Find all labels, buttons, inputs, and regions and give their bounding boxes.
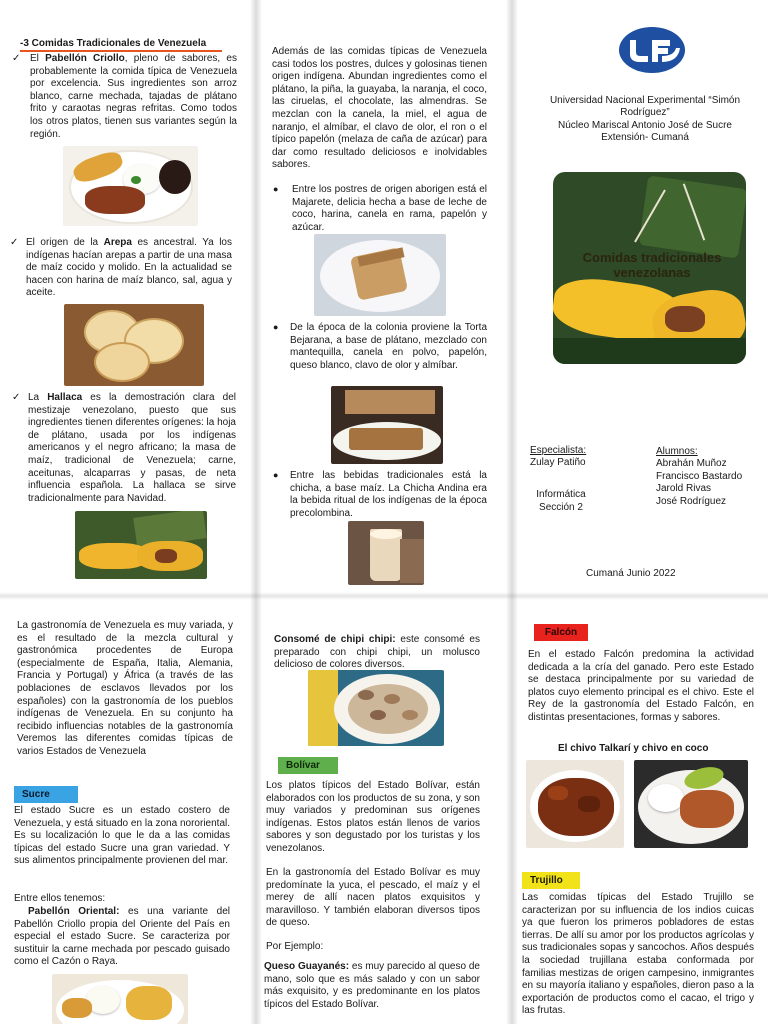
nucleo-name: Núcleo Mariscal Antonio José de Sucre	[558, 119, 732, 131]
arepa-title: Arepa	[103, 237, 132, 248]
heading-underline	[20, 50, 222, 52]
bullet-icon: ●	[273, 322, 279, 332]
sucre-tag: Sucre	[14, 786, 78, 803]
bolivar-paragraph-1: Los platos típicos del Estado Bolívar, están elaborados con los productos de su zona, y son muy variados y predominan sus orígenes indígenas. Estos platos están llenos de varios sabores y son degustado por los turistas y los venezolanos.	[266, 780, 480, 854]
especialista-label: Especialista:	[530, 445, 587, 456]
panel-falcon-trujillo	[518, 600, 768, 1024]
entre-label: Entre ellos tenemos:	[14, 893, 106, 904]
page-separator	[0, 592, 768, 600]
fold-shadow	[506, 0, 518, 1024]
section-heading: -3 Comidas Tradicionales de Venezuela	[20, 38, 207, 49]
university-name: Universidad Nacional Experimental “Simón Rodríguez”	[549, 95, 741, 119]
checkmark-icon: ✓	[12, 392, 21, 403]
ejemplo-label: Por Ejemplo:	[266, 941, 324, 952]
cover-title: Comidas tradicionales venezolanas	[582, 250, 722, 280]
hallaca-title: Hallaca	[47, 392, 83, 403]
consome-paragraph: Consomé de chipi chipi: este consomé es preparado con chipi chipi, un molusco delicioso de colores diversos.	[274, 634, 480, 671]
queso-guayanes-paragraph: Queso Guayanés: es muy parecido al queso de mano, solo que es más salado y con un sabor más exquisito, y es predominante en los platos típicos del Estado Bolívar.	[264, 961, 480, 1010]
bullet-icon: ●	[273, 184, 279, 194]
especialista-name: Zulay Patiño	[530, 457, 586, 468]
consome-title: Consomé de chipi chipi:	[274, 634, 396, 645]
fecha: Cumaná Junio 2022	[586, 568, 676, 579]
extension-name: Extensión- Cumaná	[601, 132, 689, 144]
chipi-chipi-photo	[308, 670, 444, 746]
seccion: Sección 2	[539, 502, 583, 513]
panel-postres	[262, 0, 506, 592]
torta-bejarana-photo	[331, 386, 443, 464]
pabellon-photo	[63, 146, 198, 226]
panel-bolivar	[262, 600, 506, 1024]
majarete-photo	[314, 234, 446, 316]
postres-intro: Además de las comidas típicas de Venezuela casi todos los postres, dulces y golosinas tienen origen indígena. Abundan ingredientes como el plátano, la piña, la guayaba, la naranja, el coco, las ciruelas, el chocolate, las almendras. Se mezclan con la canela, la miel, el agua de naranjo, el almíbar, el clavo de olor, el ron o el típico papelón (melaza de caña de azúcar) para dar como resultado deliciosos e inolvidables sabores.	[272, 46, 487, 171]
chicha-paragraph: Entre las bebidas tradicionales está la chicha, a base maíz. La Chicha Andina era la bebida ritual de los indígenas de la época precolombina.	[290, 470, 487, 519]
university-info	[536, 95, 754, 145]
sucre-paragraph: El estado Sucre es un estado costero de Venezuela, y está situado en la zona nororiental. Es su localización lo que le da a las comidas típicas del estado Sucre una gran variedad. Y sus alimentos principalmente provienen del mar.	[14, 805, 230, 867]
pabellon-oriental-title: Pabellón Oriental:	[28, 906, 120, 917]
alumno-item: José Rodríguez	[656, 495, 727, 507]
chicha-photo	[348, 521, 424, 585]
hallaca-paragraph: La Hallaca es la demostración clara del mestizaje venezolano, puesto que sus ingredientes tienen diferentes orígenes: la hoja de plátano, usada por los indígenas americanos y el negro africano; la masa de maíz, tradicional de Venezuela; carne, aceitunas, alcaparras y pasas, de neta influencia española. La hallaca se sirve tradicionalmente para Navidad.	[28, 392, 236, 504]
falcon-paragraph: En el estado Falcón predomina la actividad dedicada a la cría del ganado. Pero este Estado se destaca principalmente por su variedad de platos cuyo elemento principal es el chivo. Este el Rey de la gastronomía del Estado Falcón, en distintas presentaciones, formas y sabores.	[528, 649, 754, 723]
queso-guayanes-title: Queso Guayanés:	[264, 961, 350, 972]
chivo-talkari-photo	[526, 760, 624, 848]
alumnos-label: Alumnos:	[656, 446, 698, 457]
pabellon-title: Pabellón Criollo	[45, 53, 125, 64]
alumnos-list	[656, 458, 742, 508]
pabellon-oriental-paragraph: Pabellón Oriental: es una variante del Pabellón Criollo propia del Oriente del País en especial el estado Sucre. Se caracteriza por sustituir la carne mechada por pescado guisado como el Cazón o Raya.	[14, 906, 230, 968]
chivo-caption: El chivo Talkarí y chivo en coco	[558, 743, 709, 754]
alumno-item: Abrahán Muñoz	[656, 458, 727, 469]
pabellon-oriental-photo	[52, 974, 188, 1024]
university-logo-icon	[618, 26, 686, 74]
hallaca-photo	[75, 511, 207, 579]
alumno-item: Jarold Rivas	[656, 483, 712, 495]
bullet-icon: ●	[273, 470, 279, 480]
panel-portada	[518, 0, 768, 592]
bolivar-tag: Bolívar	[278, 757, 338, 774]
torta-bejarana-paragraph: De la época de la colonia proviene la Torta Bejarana, a base de plátano, mezclado con mantequilla, canela en polvo, papelón, queso blanco, clavo de olor y almíbar.	[290, 322, 487, 371]
panel-gastronomia-sucre	[0, 600, 250, 1024]
checkmark-icon: ✓	[10, 237, 19, 248]
checkmark-icon: ✓	[12, 53, 21, 64]
materia-info	[528, 488, 594, 514]
chivo-en-coco-photo	[634, 760, 748, 848]
materia: Informática	[536, 489, 586, 500]
alumno-item: Francisco Bastardo	[656, 470, 743, 482]
panel-comidas-tradicionales	[0, 0, 250, 592]
pabellon-paragraph: El Pabellón Criollo, pleno de sabores, es probablemente la comida típica de Venezuela por excelencia. Sus ingredientes son arroz blanco, carne mechada, tajadas de plátano frito y caraotas negras refritas. Como todos los otros platos, tienen sus variantes según la región.	[30, 53, 237, 140]
falcon-tag: Falcón	[534, 624, 588, 641]
arepa-paragraph: El origen de la Arepa es ancestral. Ya los indígenas hacían arepas a partir de una masa de maíz cocido y molido. En la actualidad se hacen con harina de maíz blanco, sal, agua y aceite.	[26, 237, 232, 299]
majarete-paragraph: Entre los postres de origen aborigen está el Majarete, delicia hecha a base de leche de coco, harina, canela en rama, papelón y azúcar.	[292, 184, 487, 233]
trujillo-paragraph: Las comidas típicas del Estado Trujillo se caracterizan por su influencia de los indios cuicas ya que fueron los primeros pobladores de estas tierras. De allí su amor por los productos agrícolas y sus tradicionales sopas y sancochos. Años después la sociedad trujillana estaba conformada por familias mestizas de origen campesino, inmigrantes en su mayoría italiano y españoles, dieron paso a la exportación de productos como el cacao, el trigo y las frutas.	[522, 892, 754, 1017]
gastronomia-intro: La gastronomía de Venezuela es muy variada, y es el resultado de la mezcla cultural y gastronómica procedentes de Europa (especialmente de España, Italia, Alemania, Francia y Portugal) y África (a través de las poblaciones de esclavos llevados por los españoles) con la gastronomía de los pueblos indígenas de Venezuela. En su conjunto ha recibido influencias notables de la gastronomía Veremos las diferentes comidas típicas de varios Estados de Venezuela	[17, 620, 233, 757]
trujillo-tag: Trujillo	[522, 872, 580, 889]
arepa-photo	[64, 304, 204, 386]
fold-shadow	[250, 0, 262, 1024]
bolivar-paragraph-2: En la gastronomía del Estado Bolívar es muy predomínate la yuca, el pescado, el maíz y el merey de allí nacen platos exquisitos y maravilloso. Y también elaboran diversos tipos de queso.	[266, 867, 480, 929]
